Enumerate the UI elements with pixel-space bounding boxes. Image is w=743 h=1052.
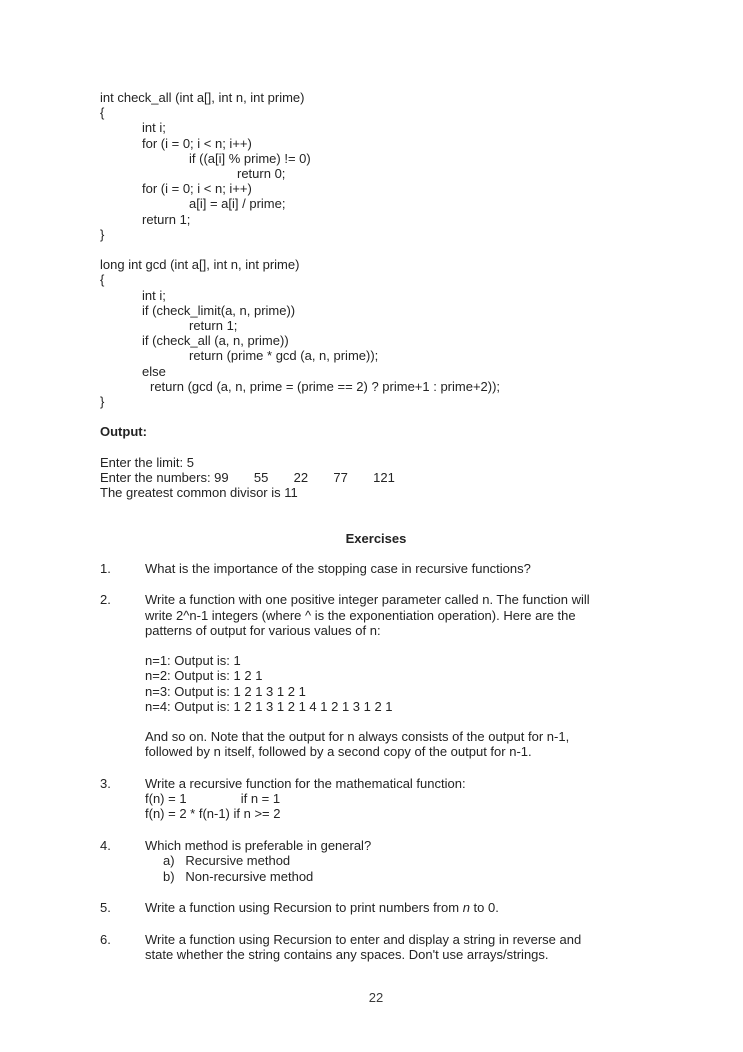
code-line: { [100,272,105,288]
exercise-number: 3. [100,776,111,792]
exercises-list [100,561,652,963]
exercise-row: n=3: Output is: 1 2 1 3 1 2 1 [145,683,306,699]
output-line: The greatest common divisor is 11 [100,485,298,501]
output-lines [100,455,652,501]
exercise-item [100,592,652,759]
text-segment: Write a function using Recursion to print numbers from [145,900,463,916]
exercise-row [145,638,652,653]
exercise-row: What is the importance of the stopping case in recursive functions? [145,560,531,576]
code-line: if ((a[i] % prime) != 0) [189,150,311,166]
exercise-row: followed by n itself, followed by a second copy of the output for n-1. [145,744,532,760]
exercise-number: 2. [100,592,111,608]
exercise-row: f(n) = 1 if n = 1 [145,791,281,807]
exercise-row: n=4: Output is: 1 2 1 3 1 2 1 4 1 2 1 3 1 2 1 [145,698,393,714]
italic-text: n [462,900,470,916]
exercise-body [145,932,652,962]
output-line: Enter the numbers: 99 55 22 77 121 [100,470,395,486]
exercise-row [145,714,652,729]
code-line: else [142,363,166,379]
exercise-row [145,900,652,915]
code-line: } [100,394,105,410]
exercise-row: Write a function using Recursion to enter and display a string in reverse and [145,932,582,947]
code-line: return (prime * gcd (a, n, prime)); [189,348,379,364]
exercise-number: 6. [100,932,111,947]
exercise-row: Write a recursive function for the mathematical function: [145,776,466,792]
exercise-row: a) Recursive method [163,853,291,869]
text-segment: to 0. [469,900,499,916]
code-block-gcd [100,257,652,409]
exercise-body [145,838,652,884]
page-number: 22 [368,990,384,1005]
code-line: a[i] = a[i] / prime; [189,196,286,212]
code-line: { [100,105,105,121]
code-line: if (check_all (a, n, prime)) [142,333,289,349]
code-line: return 1; [142,211,191,227]
exercise-row: f(n) = 2 * f(n-1) if n >= 2 [145,806,281,822]
exercise-item [100,932,652,962]
exercise-number: 5. [100,900,111,916]
code-line: for (i = 0; i < n; i++) [142,135,252,151]
code-line: int i; [142,287,166,303]
exercise-body [145,561,652,576]
exercise-row: b) Non-recursive method [163,868,314,884]
exercise-row: patterns of output for various values of n: [145,622,381,638]
code-line: return 0; [237,166,286,182]
exercise-row: n=1: Output is: 1 [145,653,241,669]
exercise-item [100,900,652,915]
code-line: if (check_limit(a, n, prime)) [142,302,296,318]
exercise-item [100,776,652,822]
code-line: long int gcd (int a[], int n, int prime) [100,257,300,273]
exercise-row: Which method is preferable in general? [145,838,372,854]
exercise-body [145,900,652,915]
code-line: int i; [142,120,166,136]
exercise-item [100,838,652,884]
exercise-row: And so on. Note that the output for n always consists of the output for n-1, [145,729,570,745]
output-heading: Output: [100,424,147,440]
exercise-row: write 2^n-1 integers (where ^ is the exponentiation operation). Here are the [145,607,576,623]
output-line: Enter the limit: 5 [100,454,194,470]
exercise-number: 4. [100,838,111,854]
code-line: for (i = 0; i < n; i++) [142,181,252,197]
exercise-row: Write a function with one positive integer parameter called n. The function will [145,592,590,608]
exercise-body [145,776,652,822]
exercise-item [100,561,652,576]
code-line: int check_all (int a[], int n, int prime) [100,90,305,105]
code-line: } [100,226,105,242]
code-block-check-all [100,90,652,242]
code-line: return (gcd (a, n, prime = (prime == 2) ? prime+1 : prime+2)); [150,378,501,394]
exercise-body [145,592,652,759]
exercise-number: 1. [100,560,111,576]
code-line: return 1; [189,318,238,334]
exercise-row: state whether the string contains any spaces. Don't use arrays/strings. [145,947,549,963]
exercise-row: n=2: Output is: 1 2 1 [145,668,263,684]
exercises-heading: Exercises [345,531,407,547]
